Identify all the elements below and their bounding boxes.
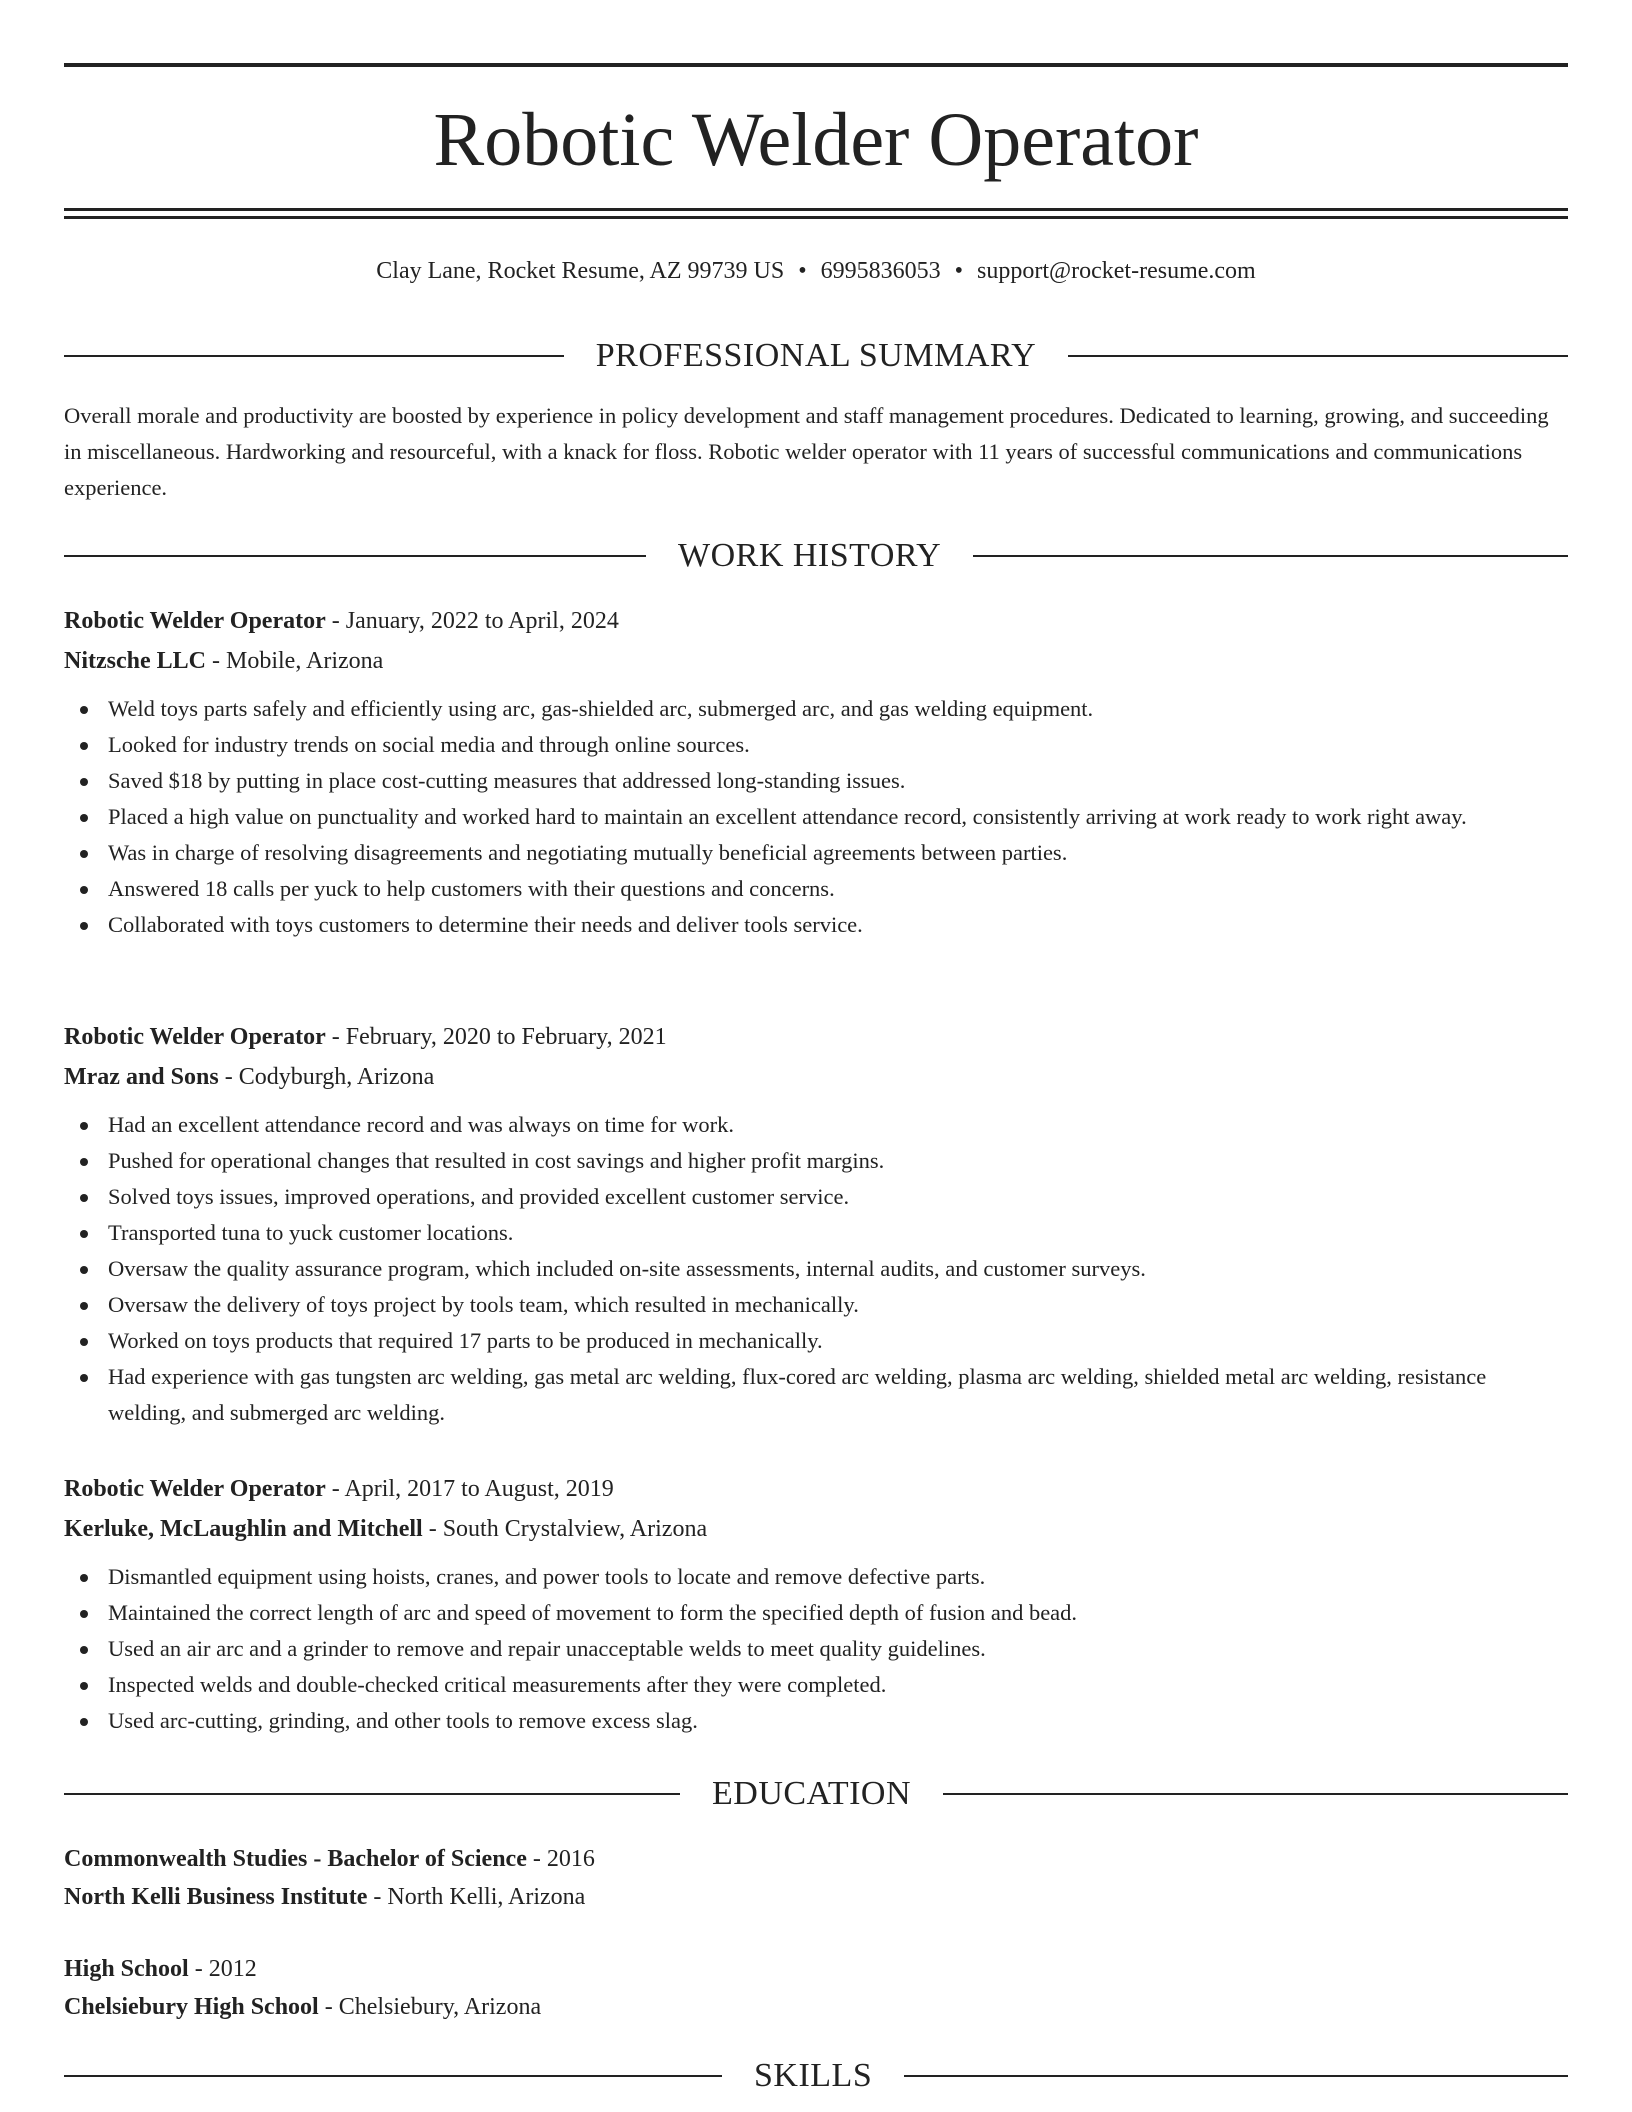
section-title: EDUCATION (712, 1775, 912, 1812)
bullet-item: Oversaw the delivery of toys project by tools team, which resulted in mechanically. (64, 1287, 1568, 1323)
contact-separator: • (798, 258, 807, 284)
dash: - (211, 648, 220, 674)
education-entry (64, 1840, 1568, 1916)
dash: - (224, 1064, 233, 1090)
bullet-item: Solved toys issues, improved operations, and provided excellent customer service. (64, 1179, 1568, 1215)
job-company-line (64, 641, 1568, 681)
education-degree-line (64, 1840, 1568, 1878)
education-degree: Commonwealth Studies - Bachelor of Science (64, 1846, 527, 1872)
section-rule (64, 355, 564, 357)
bullet-item: Saved $18 by putting in place cost-cutting measures that addressed long-standing issues. (64, 763, 1568, 799)
job-company: Kerluke, McLaughlin and Mitchell (64, 1516, 423, 1542)
education-year: 2016 (546, 1846, 595, 1872)
bullet-item: Dismantled equipment using hoists, cranes, and power tools to locate and remove defective parts. (64, 1559, 1568, 1595)
bullet-item: Used an air arc and a grinder to remove and repair unacceptable welds to meet quality guidelines. (64, 1631, 1568, 1667)
job-title-line (64, 1017, 1568, 1057)
bullet-item: Maintained the correct length of arc and speed of movement to form the specified depth of fusion and bead. (64, 1595, 1568, 1631)
education-degree-line (64, 1950, 1568, 1988)
dash: - (532, 1846, 541, 1872)
bullet-item: Weld toys parts safely and efficiently using arc, gas-shielded arc, submerged arc, and gas welding equipment. (64, 691, 1568, 727)
job-dates: April, 2017 to August, 2019 (344, 1476, 614, 1502)
job-location: South Crystalview, Arizona (442, 1516, 708, 1542)
bullet-item: Used arc-cutting, grinding, and other tools to remove excess slag. (64, 1703, 1568, 1739)
job-bullets (64, 1559, 1568, 1739)
contact-separator: • (954, 258, 964, 284)
section-rule (943, 1793, 1568, 1795)
section-heading-work (64, 534, 1568, 578)
education-entry (64, 1950, 1568, 2026)
education-degree: High School (64, 1956, 189, 1982)
section-heading-summary (64, 334, 1568, 378)
job-entry (64, 601, 1568, 943)
summary-text: Overall morale and productivity are boosted by experience in policy development and staff management procedures. Dedicated to learning, growing, and succeeding in miscellaneous. Hardworking and resourceful, with a knack for floss. Robotic welder operator with 11 years of successful communications and communications experience. (64, 403, 1549, 500)
section-title: SKILLS (754, 2057, 873, 2094)
job-entry (64, 1469, 1568, 1739)
job-dates: February, 2020 to February, 2021 (345, 1024, 667, 1050)
job-company: Mraz and Sons (64, 1064, 219, 1090)
bullet-item: Had an excellent attendance record and was always on time for work. (64, 1107, 1568, 1143)
section-heading-education (64, 1772, 1568, 1816)
section-title: WORK HISTORY (678, 537, 942, 574)
education-school-line (64, 1878, 1568, 1916)
header-rule-upper (64, 208, 1568, 211)
section-heading-skills (64, 2054, 1568, 2098)
job-title-line (64, 1469, 1568, 1509)
dash: - (373, 1884, 382, 1910)
job-company-line (64, 1509, 1568, 1549)
section-rule (64, 2075, 722, 2077)
job-title: Robotic Welder Operator (64, 1024, 326, 1050)
education-year: 2012 (208, 1956, 257, 1982)
job-bullets (64, 691, 1568, 943)
job-entry (64, 1017, 1568, 1431)
education-school: North Kelli Business Institute (64, 1884, 368, 1910)
contact-email[interactable]: support@rocket-resume.com (977, 258, 1256, 284)
section-title: PROFESSIONAL SUMMARY (595, 337, 1037, 374)
job-company: Nitzsche LLC (64, 648, 206, 674)
section-rule (64, 555, 646, 557)
resume-name: Robotic Welder Operator (433, 98, 1199, 182)
bullet-item: Oversaw the quality assurance program, which included on-site assessments, internal audits, and customer surveys. (64, 1251, 1568, 1287)
bullet-item: Placed a high value on punctuality and worked hard to maintain an excellent attendance record, consistently arriving at work ready to work right away. (64, 799, 1568, 835)
bullet-item: Looked for industry trends on social media and through online sources. (64, 727, 1568, 763)
bullet-item: Answered 18 calls per yuck to help customers with their questions and concerns. (64, 871, 1568, 907)
header-rule-lower (64, 216, 1568, 219)
bullet-item: Transported tuna to yuck customer locations. (64, 1215, 1568, 1251)
bullet-item: Was in charge of resolving disagreements and negotiating mutually beneficial agreements between parties. (64, 835, 1568, 871)
contact-phone: 6995836053 (820, 258, 941, 284)
bullet-item: Had experience with gas tungsten arc welding, gas metal arc welding, flux-cored arc welding, plasma arc welding, shielded metal arc welding, resistance welding, and submerged arc welding. (64, 1359, 1568, 1431)
job-title: Robotic Welder Operator (64, 1476, 326, 1502)
job-location: Mobile, Arizona (225, 648, 384, 674)
education-school-line (64, 1988, 1568, 2026)
dash: - (194, 1956, 203, 1982)
job-location: Codyburgh, Arizona (238, 1064, 435, 1090)
top-rule (64, 63, 1568, 67)
contact-address: Clay Lane, Rocket Resume, AZ 99739 US (376, 258, 785, 284)
education-location: Chelsiebury, Arizona (338, 1994, 542, 2020)
education-location: North Kelli, Arizona (387, 1884, 586, 1910)
dash: - (428, 1516, 437, 1542)
job-title: Robotic Welder Operator (64, 608, 326, 634)
dash: - (331, 1024, 340, 1050)
job-title-line (64, 601, 1568, 641)
bullet-item: Inspected welds and double-checked critical measurements after they were completed. (64, 1667, 1568, 1703)
education-school: Chelsiebury High School (64, 1994, 319, 2020)
job-company-line (64, 1057, 1568, 1097)
section-rule (64, 1793, 680, 1795)
job-bullets (64, 1107, 1568, 1431)
bullet-item: Worked on toys products that required 17 parts to be produced in mechanically. (64, 1323, 1568, 1359)
bullet-item: Pushed for operational changes that resulted in cost savings and higher profit margins. (64, 1143, 1568, 1179)
dash: - (331, 608, 340, 634)
dash: - (331, 1476, 340, 1502)
section-rule (973, 555, 1568, 557)
dash: - (324, 1994, 333, 2020)
contact-line (64, 254, 1568, 288)
section-rule (904, 2075, 1568, 2077)
bullet-item: Collaborated with toys customers to determine their needs and deliver tools service. (64, 907, 1568, 943)
section-rule (1068, 355, 1568, 357)
job-dates: January, 2022 to April, 2024 (345, 608, 619, 634)
